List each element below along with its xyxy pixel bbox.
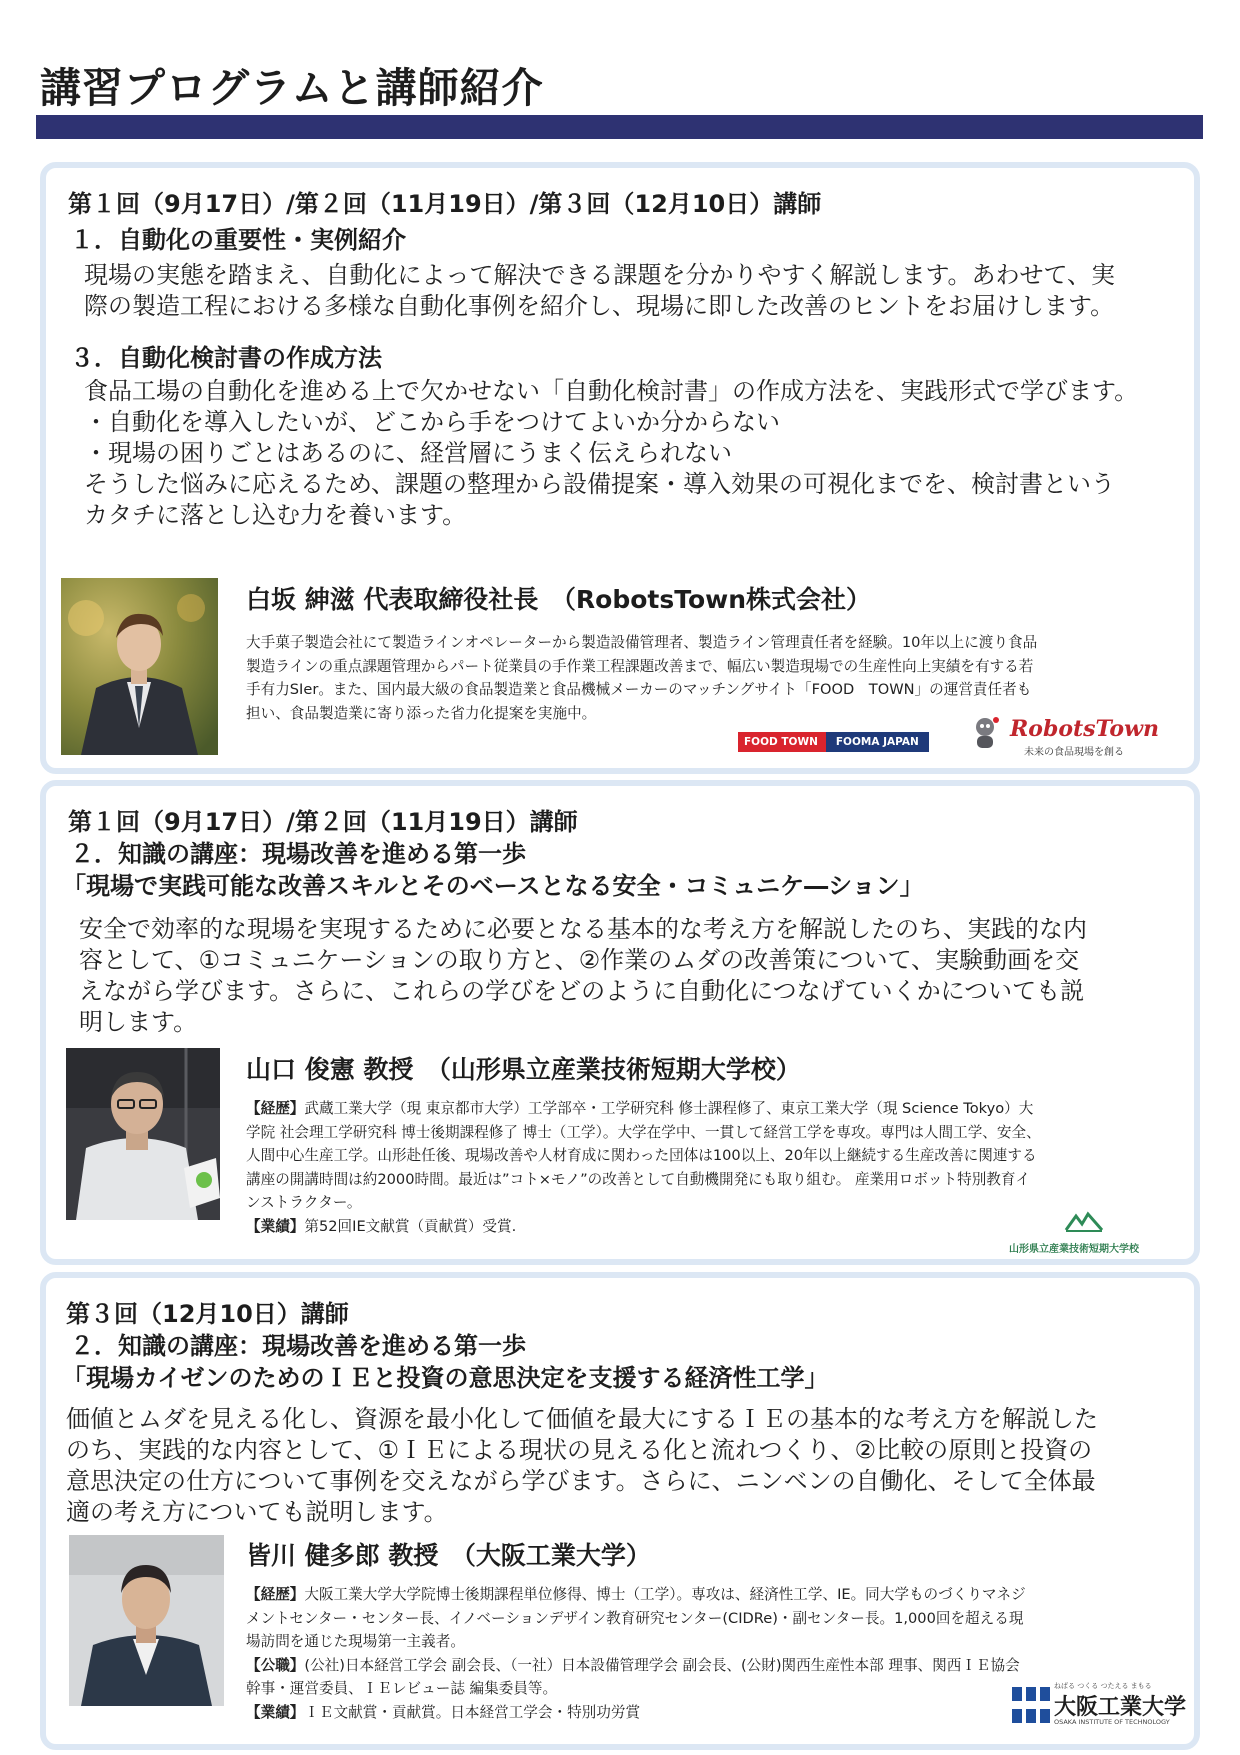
topic-heading: ３．自動化検討書の作成方法 [70,344,382,372]
session-schedule: 第１回（9月17日）/第２回（11月19日）/第３回（12月10日）講師 [68,190,822,218]
yamagata-college-logo: 山形県立産業技術短期大学校 [1009,1210,1159,1256]
session-schedule: 第３回（12月10日）講師 [66,1300,349,1328]
session-schedule: 第１回（9月17日）/第２回（11月19日）講師 [68,808,578,836]
topic-heading: ２．知識の講座：現場改善を進める第一歩 [70,1332,526,1360]
instructor-bio: 大手菓子製造会社にて製造ラインオペレーターから製造設備管理者、製造ライン管理責任者を経験。10年以上に渡り食品 製造ラインの重点課題管理からパート従業員の手作業工程課題改善まで、幅広い製造現場での生産性向上実績を有する若 手有力SIer。また、国内最大級の食品製造業と食品機械メーカーのマッチングサイト「FOOD TOWN」の運営責任者も 担い、食品製造業に寄り添った省力化提案を実施中。 [246,634,1038,722]
topic-description: 食品工場の自動化を進める上で欠かせない「自動化検討書」の作成方法を、実践形式で学びます。 ・自動化を導入したいが、どこから手をつけてよいか分からない ・現場の困りごとはあるのに、経営層にうまく伝えられない そうした悩みに応えるため、課題の整理から設備提案・導入効果の可視化までを、検討書という カタチに落とし込む力を養います。 [84,377,1139,529]
instructor-bio: 【経歴】大阪工業大学大学院博士後期課程単位修得、博士（工学）。専攻は、経済性工学、IE。同大学ものづくりマネジ メントセンター・センター長、イノベーションデザイン教育研究センター(CIDRe)・副センター長。1,000回を超える現 場訪問を通じた現場第一主義者。 【公職】(公社)日本経営工学会 副会長、（一社）日本設備管理学会 副会長、(公財)関西生産性本部 理事、関西ＩＥ協会 幹事・運営委員、ＩＥレビュー誌 編集委員等。 【業績】ＩＥ文献賞・貢献賞。日本経営工学会・特別功労賞 [246,1586,1026,1721]
title-underline-bar [36,115,1203,139]
topic-description: 安全で効率的な現場を実現するために必要となる基本的な考え方を解説したのち、実践的な内 容として、①コミュニケーションの取り方と、②作業のムダの改善策について、実験動画を交 えながら学びます。さらに、これらの学びをどのように自動化につなげていくかについても説 明します。 [79,915,1087,1036]
instructor-photo-shirasaka [61,578,218,755]
instructor-name: 白坂 紳滋 代表取締役社長 （RobotsTown株式会社） [246,585,872,614]
topic-description: 価値とムダを見える化し、資源を最小化して価値を最大にするＩＥの基本的な考え方を解説した のち、実践的な内容として、①ＩＥによる現状の見える化と流れつくり、②比較の原則と投資の 意思決定の仕方について事例を交えながら学びます。さらに、ニンベンの自働化、そして全体最 適の考え方についても説明します。 [66,1405,1098,1526]
instructor-bio: 【経歴】武蔵工業大学（現 東京都市大学）工学部卒・工学研究科 修士課程修了、東京工業大学（現 Science Tokyo）大 学院 社会理工学研究科 博士後期課程修了 博士（工学）。大学在学中、一貫して経営工学を専攻。専門は人間工学、安全、 人間中心生産工学。山形赴任後、現場改善や人材育成に関わった団体は100以上、20年以上継続する生産改善に関連する 講座の開講時間は約2000時間。最近は”コト×モノ”の改善として自動機開発にも取り組む。 産業用ロボット特別教育イ ンストラクター。 【業績】第52回IE文献賞（貢献賞）受賞. [246,1100,1041,1235]
page-title: 講習プログラムと講師紹介 [40,64,544,112]
oit-logo: ねばる つくる つたえる まもる 大阪工業大学 OSAKA INSTITUTE OF TECHNOLOGY [1012,1681,1172,1729]
mountain-logo-icon [1064,1210,1104,1232]
instructor-name: 山口 俊憲 教授 （山形県立産業技術短期大学校） [246,1055,801,1084]
topic-heading: １．自動化の重要性・実例紹介 [70,226,406,254]
topic-heading: ２．知識の講座：現場改善を進める第一歩 [70,840,526,868]
topic-description: 現場の実態を踏まえ、自動化によって解決できる課題を分かりやすく解説します。あわせて、実 際の製造工程における多様な自動化事例を紹介し、現場に即した改善のヒントをお届けします。 [84,261,1116,320]
food-town-fooma-logo: FOOD TOWN FOOMA JAPAN [738,732,929,752]
oit-emblem-icon [1012,1687,1050,1723]
instructor-name: 皆川 健多郎 教授 （大阪工業大学） [246,1541,651,1570]
topic-subtitle: 「現場で実践可能な改善スキルとそのベースとなる安全・コミュニケ―ション」 [62,872,924,900]
instructor-photo-yamaguchi [66,1048,220,1220]
topic-subtitle: 「現場カイゼンのためのＩＥと投資の意思決定を支援する経済性工学」 [62,1364,829,1392]
instructor-photo-minagawa [69,1535,224,1706]
robot-mascot-icon [968,716,1002,752]
